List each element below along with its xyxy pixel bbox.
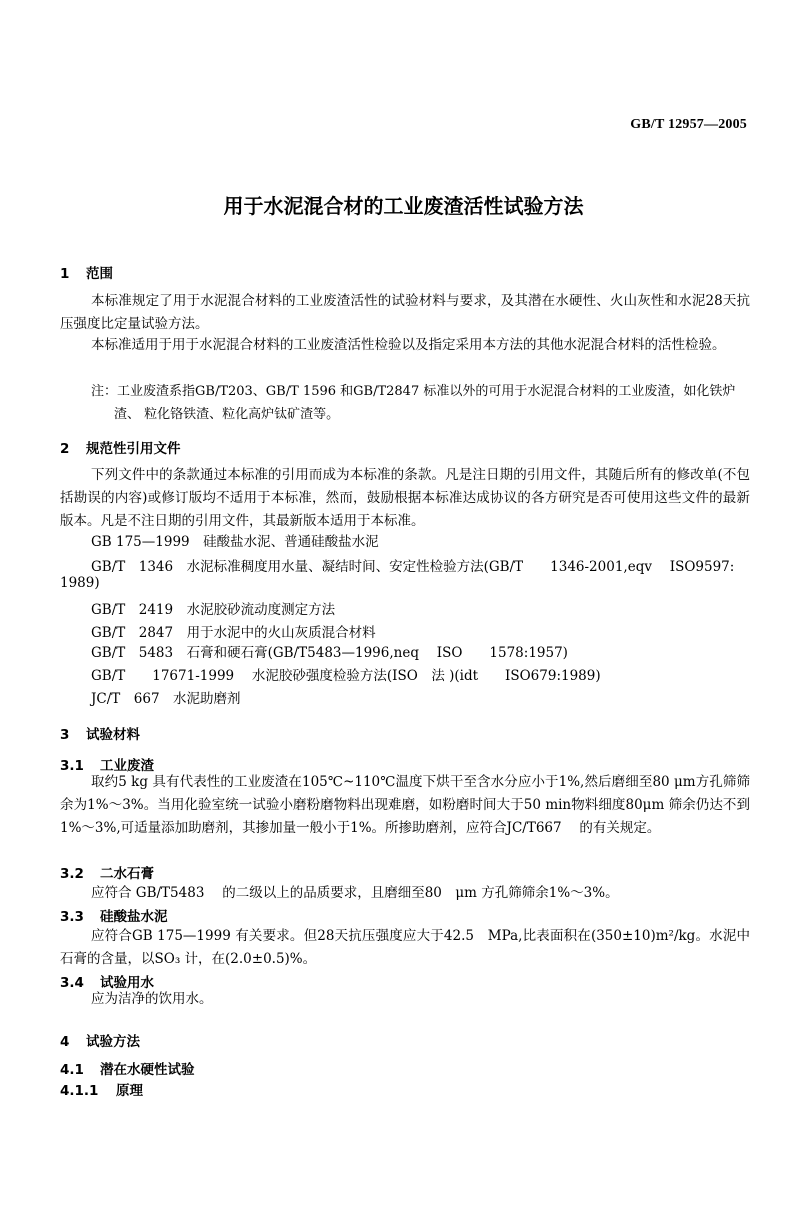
section-4-heading — [60, 1030, 750, 1050]
subsection-3-1-text: 取约5 kg 具有代表性的工业废渣在105℃~110℃温度下烘干至含水分应小于1%,然后磨细至80 μm方孔筛筛余为1%～3%。当用化验室统一试验小磨粉磨物料出现难磨，如粉磨时间大于50 min物料细度80μm 筛余仍达不到1%～3%,可适量添加助磨剂，其掺加量一般小于1%。所掺助磨剂，应符合JC/T667 的有关规定。 — [60, 774, 750, 836]
reference-item: GB/T 2847 用于水泥中的火山灰质混合材料 — [91, 625, 376, 641]
section-1-paragraph-1: 本标准规定了用于水泥混合材料的工业废渣活性的试验材料与要求，及其潜在水硬性、火山灰性和水泥28天抗压强度比定量试验方法。 — [60, 293, 750, 332]
subsection-title: 硅酸盐水泥 — [100, 909, 168, 925]
section-title: 规范性引用文件 — [86, 441, 181, 457]
section-title: 范围 — [86, 266, 113, 282]
section-number: 3 — [60, 727, 70, 743]
subsection-number: 4.1 — [60, 1062, 84, 1078]
section-1-heading — [60, 262, 750, 282]
reference-item: GB/T 5483 石膏和硬石膏(GB/T5483—1996,neq ISO 1578:1957) — [91, 645, 568, 661]
subsection-3-3-text: 应符合GB 175—1999 有关要求。但28天抗压强度应大于42.5 MPa,比表面积在(350±10)m²/kg。水泥中石膏的含量，以SO₃ 计，在(2.0±0.5)%。 — [60, 928, 750, 967]
subsection-4-1-heading — [60, 1058, 750, 1078]
section-title: 试验方法 — [86, 1034, 140, 1050]
subsection-title: 试验用水 — [100, 975, 154, 991]
subsection-3-3-heading — [60, 905, 750, 925]
section-1-note — [91, 380, 751, 426]
subsection-number: 3.1 — [60, 758, 84, 774]
section-2-paragraph: 下列文件中的条款通过本标准的引用而成为本标准的条款。凡是注日期的引用文件，其随后所有的修改单(不包括勘误的内容)或修订版均不适用于本标准，然而，鼓励根据本标准达成协议的各方研究是否可使用这些文件的最新版本。凡是不注日期的引用文件，其最新版本适用于本标准。 — [60, 467, 750, 529]
subsection-3-2-text: 应符合 GB/T5483 的二级以上的品质要求，且磨细至80 μm 方孔筛筛余1%～3%。 — [91, 885, 619, 901]
subsection-number: 4.1.1 — [60, 1083, 99, 1099]
reference-item: GB/T 2419 水泥胶砂流动度测定方法 — [91, 602, 336, 618]
section-3-heading — [60, 723, 750, 743]
section-number: 1 — [60, 266, 70, 282]
standard-number: GB/T 12957—2005 — [630, 117, 747, 132]
section-number: 2 — [60, 441, 70, 457]
section-2-heading — [60, 437, 750, 457]
subsection-number: 3.3 — [60, 909, 84, 925]
note-line-2: 渣、 粒化铬铁渣、粒化高炉钛矿渣等。 — [114, 407, 340, 422]
subsection-number: 3.2 — [60, 866, 84, 882]
reference-item: GB/T 17671-1999 水泥胶砂强度检验方法(ISO 法 )(idt ISO679:1989) — [91, 668, 601, 684]
document-title: 用于水泥混合材的工业废渣活性试验方法 — [223, 194, 584, 218]
subsection-4-1-1-heading — [60, 1079, 750, 1099]
reference-item: JC/T 667 水泥助磨剂 — [91, 691, 241, 707]
subsection-number: 3.4 — [60, 975, 84, 991]
subsection-title: 二水石膏 — [100, 866, 154, 882]
section-number: 4 — [60, 1034, 70, 1050]
subsection-3-4-text: 应为洁净的饮用水。 — [91, 991, 213, 1007]
note-line-1: 注：工业废渣系指GB/T203、GB/T 1596 和GB/T2847 标准以外的可用于水泥混合材料的工业废渣，如化铁炉 — [91, 384, 736, 399]
reference-item: GB/T 1346 水泥标准稠度用水量、凝结时间、安定性检验方法(GB/T 1346-2001,eqv ISO9597: — [91, 559, 735, 575]
section-1-paragraph-2: 本标准适用于用于水泥混合材料的工业废渣活性检验以及指定采用本方法的其他水泥混合材料的活性检验。 — [91, 337, 726, 353]
reference-item-continued: 1989) — [60, 575, 100, 591]
section-title: 试验材料 — [86, 727, 140, 743]
subsection-title: 原理 — [116, 1083, 143, 1099]
subsection-title: 工业废渣 — [100, 758, 154, 774]
reference-item: GB 175—1999 硅酸盐水泥、普通硅酸盐水泥 — [91, 534, 379, 550]
subsection-3-2-heading — [60, 862, 750, 882]
subsection-title: 潜在水硬性试验 — [100, 1062, 195, 1078]
